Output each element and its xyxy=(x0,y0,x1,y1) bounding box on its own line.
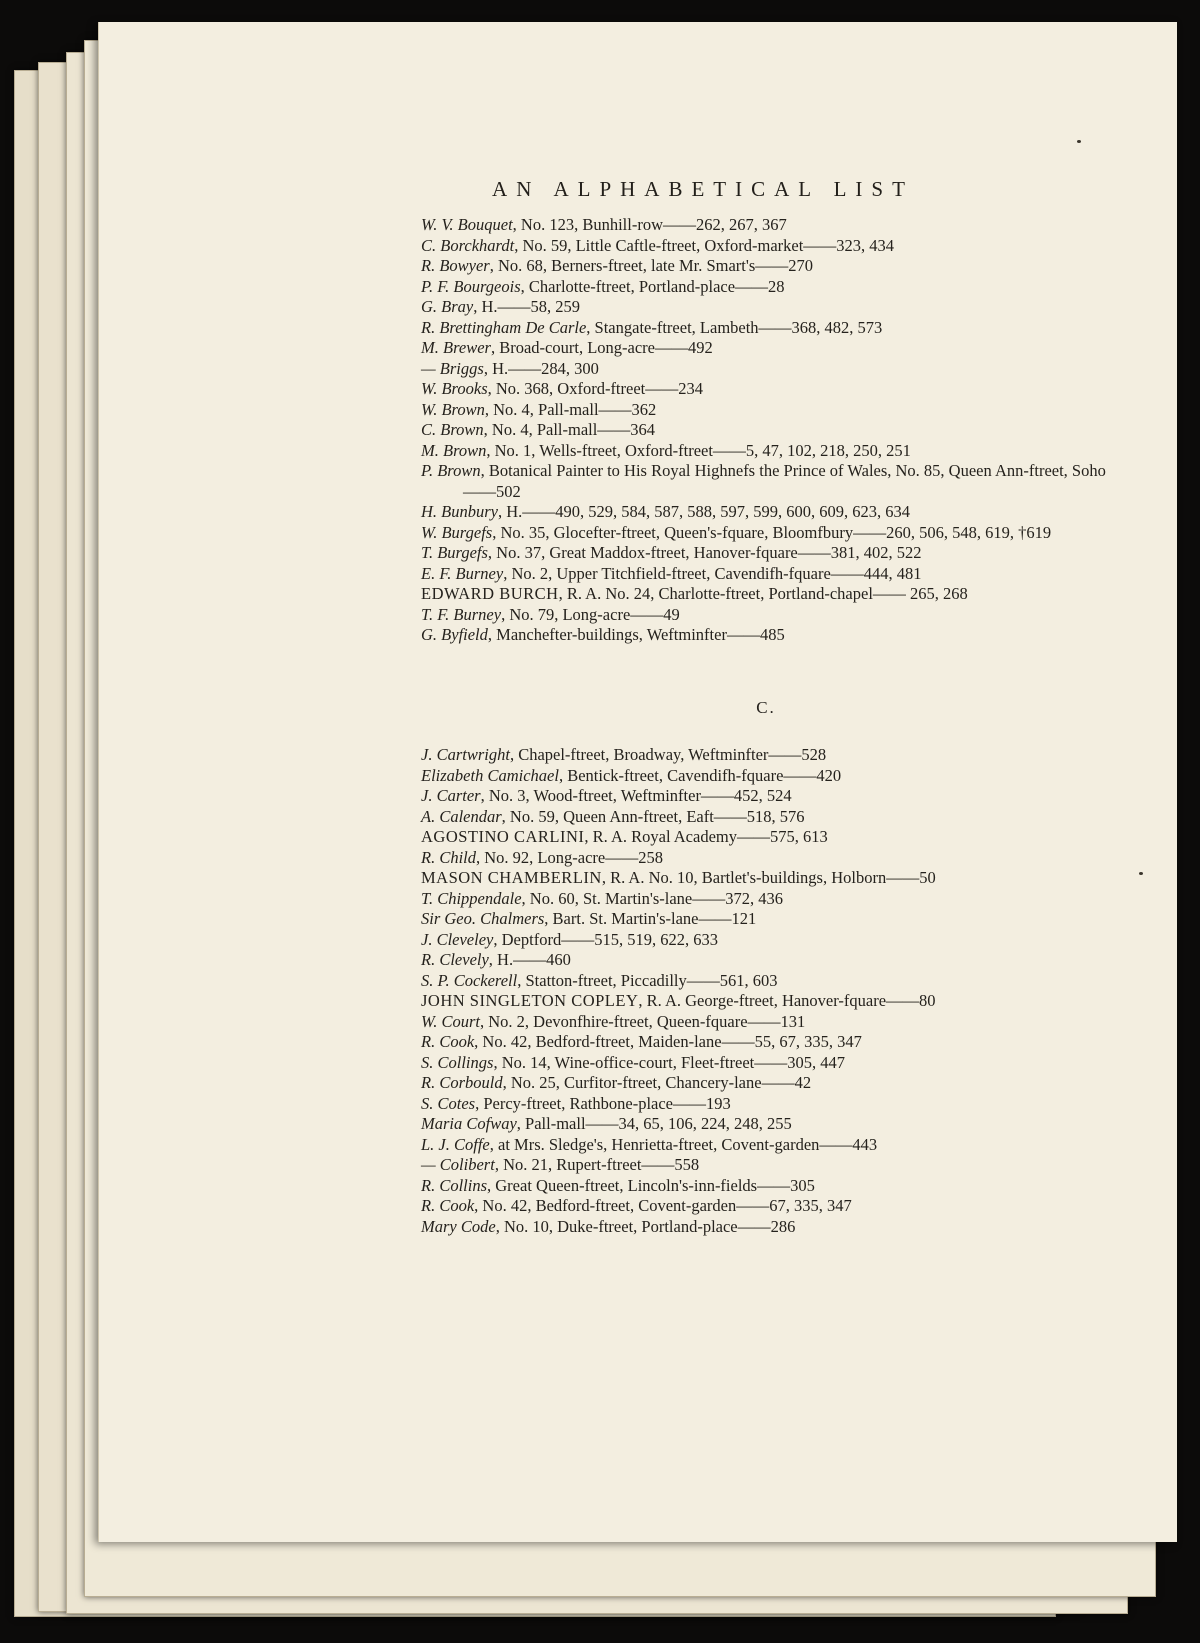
list-entry xyxy=(421,1032,1111,1053)
list-entry xyxy=(421,1094,1111,1115)
entry-details: , Statton-ftreet, Piccadilly——561, 603 xyxy=(517,970,778,990)
entry-name: R. Cook xyxy=(421,1032,475,1051)
list-entry xyxy=(421,256,1111,277)
list-entry xyxy=(421,1053,1111,1074)
list-entry xyxy=(421,745,1111,766)
entry-details: , at Mrs. Sledge's, Henrietta-ftreet, Covent-garden——443 xyxy=(489,1134,878,1154)
entry-details: , No. 3, Wood-ftreet, Weftminfter——452, 524 xyxy=(480,786,792,805)
entry-details: , No. 59, Queen Ann-ftreet, Eaft——518, 576 xyxy=(501,806,805,826)
list-entry xyxy=(421,543,1111,564)
page-heading: AN ALPHABETICAL LIST xyxy=(492,177,914,201)
list-entry xyxy=(421,848,1111,869)
entry-details: , No. 42, Bedford-ftreet, Maiden-lane——55, 67, 335, 347 xyxy=(474,1032,862,1051)
entry-name: R. Bowyer xyxy=(421,256,490,275)
list-entry xyxy=(421,1196,1111,1217)
entry-details: , No. 123, Bunhill-row——262, 267, 367 xyxy=(512,215,787,234)
entry-name: MASON CHAMBERLIN xyxy=(421,868,602,887)
entry-details: , No. 14, Wine-office-court, Fleet-ftreet——305, 447 xyxy=(493,1052,845,1072)
entry-details: , No. 1, Wells-ftreet, Oxford-ftreet——5, 47, 102, 218, 250, 251 xyxy=(486,440,911,460)
entry-name: E. F. Burney xyxy=(421,563,504,583)
entry-details: , R. A. No. 24, Charlotte-ftreet, Portland-chapel—— 265, 268 xyxy=(558,584,968,603)
entry-name: W. V. Bouquet xyxy=(421,215,513,234)
entry-name: L. J. Coffe xyxy=(421,1134,490,1154)
ink-speck xyxy=(1139,872,1143,875)
entry-name: W. Brown xyxy=(421,399,485,419)
entry-details: , No. 37, Great Maddox-ftreet, Hanover-fquare——381, 402, 522 xyxy=(487,543,922,562)
entry-name: EDWARD BURCH xyxy=(421,584,559,603)
entry-name: P. F. Bourgeois xyxy=(421,276,521,296)
entry-name: G. Bray xyxy=(421,297,474,316)
entry-name: W. Burgefs xyxy=(421,522,493,542)
entry-name: JOHN SINGLETON COPLEY xyxy=(421,991,639,1010)
entry-details: , Charlotte-ftreet, Portland-place——28 xyxy=(520,276,785,296)
entry-details: , No. 10, Duke-ftreet, Portland-place——286 xyxy=(495,1216,796,1236)
entry-name: AGOSTINO CARLINI xyxy=(421,827,585,846)
entry-name: J. Cleveley xyxy=(421,929,494,949)
entry-details: , R. A. George-ftreet, Hanover-fquare——80 xyxy=(638,991,936,1010)
entry-name: S. Collings xyxy=(421,1052,494,1072)
entry-name: R. Collins xyxy=(421,1175,488,1195)
list-entry xyxy=(421,420,1111,441)
entry-name: R. Cook xyxy=(421,1196,475,1215)
list-entry xyxy=(421,930,1111,951)
list-entry xyxy=(421,827,1111,848)
entry-details: , H.——284, 300 xyxy=(483,358,599,378)
entry-name: P. Brown xyxy=(421,461,481,480)
entry-details: , Stangate-ftreet, Lambeth——368, 482, 573 xyxy=(586,317,883,337)
list-entry xyxy=(421,991,1111,1012)
entry-details: , Percy-ftreet, Rathbone-place——193 xyxy=(475,1093,731,1113)
entry-list-b xyxy=(421,215,1111,646)
list-entry xyxy=(421,786,1111,807)
entry-name: A. Calendar xyxy=(421,806,502,826)
entry-name: R. Brettingham De Carle xyxy=(421,317,587,337)
list-entry xyxy=(421,461,1111,502)
list-entry xyxy=(421,502,1111,523)
entry-name: S. Cotes xyxy=(421,1093,476,1113)
list-entry xyxy=(421,1012,1111,1033)
entry-details: , No. 368, Oxford-ftreet——234 xyxy=(487,379,703,398)
entry-name: M. Brewer xyxy=(421,338,491,357)
entry-name: Elizabeth Camichael xyxy=(421,765,559,785)
entry-name: C. Brown xyxy=(421,420,484,439)
list-entry xyxy=(421,766,1111,787)
entry-details: , No. 68, Berners-ftreet, late Mr. Smart's——270 xyxy=(489,256,814,275)
entry-name: Mary Code xyxy=(421,1216,496,1236)
entry-name: T. Burgefs xyxy=(421,543,488,562)
entry-details: , Manchefter-buildings, Weftminfter——485 xyxy=(487,625,785,644)
list-entry xyxy=(421,1217,1111,1238)
entry-details: , No. 35, Glocefter-ftreet, Queen's-fquare, Bloomfbury——260, 506, 548, 619, †619 xyxy=(492,522,1052,542)
list-entry xyxy=(421,889,1111,910)
list-entry xyxy=(421,400,1111,421)
list-entry xyxy=(421,1114,1111,1135)
entry-details: , No. 21, Rupert-ftreet——558 xyxy=(494,1155,700,1174)
entry-details: , H.——490, 529, 584, 587, 588, 597, 599, 600, 609, 623, 634 xyxy=(498,502,911,521)
entry-details: , Chapel-ftreet, Broadway, Weftminfter——528 xyxy=(509,745,827,764)
entry-details: , Broad-court, Long-acre——492 xyxy=(490,338,713,357)
entry-name: C. Borckhardt xyxy=(421,235,515,255)
entry-name: T. F. Burney xyxy=(421,604,502,624)
entry-name: G. Byfield xyxy=(421,625,488,644)
list-entry xyxy=(421,379,1111,400)
entry-details: , R. A. No. 10, Bartlet's-buildings, Holborn——50 xyxy=(601,868,936,887)
entry-name: H. Bunbury xyxy=(421,502,498,521)
list-entry xyxy=(421,1155,1111,1176)
entry-details: , No. 42, Bedford-ftreet, Covent-garden——67, 335, 347 xyxy=(474,1196,852,1215)
list-entry xyxy=(421,625,1111,646)
book-page xyxy=(98,22,1177,1542)
list-entry xyxy=(421,807,1111,828)
entry-name: R. Child xyxy=(421,847,477,867)
list-entry xyxy=(421,605,1111,626)
list-entry xyxy=(421,215,1111,236)
entry-name: R. Corbould xyxy=(421,1073,503,1092)
entry-details: , R. A. Royal Academy——575, 613 xyxy=(584,827,828,846)
entry-details: , No. 60, St. Martin's-lane——372, 436 xyxy=(521,888,783,908)
list-entry xyxy=(421,584,1111,605)
list-entry xyxy=(421,868,1111,889)
list-entry xyxy=(421,523,1111,544)
list-entry xyxy=(421,277,1111,298)
entry-details: , No. 2, Upper Titchfield-ftreet, Cavendifh-fquare——444, 481 xyxy=(503,563,922,583)
entry-details: , H.——460 xyxy=(488,950,571,969)
entry-name: — Briggs xyxy=(421,358,484,378)
entry-details: , Bart. St. Martin's-lane——121 xyxy=(544,909,757,928)
list-entry xyxy=(421,1073,1111,1094)
entry-name: T. Chippendale xyxy=(421,888,522,908)
entry-details: , No. 4, Pall-mall——364 xyxy=(483,420,656,439)
entry-details: , Great Queen-ftreet, Lincoln's-inn-fields——305 xyxy=(487,1175,815,1195)
entry-name: W. Court xyxy=(421,1011,480,1031)
entry-details: , No. 59, Little Caftle-ftreet, Oxford-market——323, 434 xyxy=(514,235,895,255)
list-entry xyxy=(421,1135,1111,1156)
list-entry xyxy=(421,318,1111,339)
entry-details: , Pall-mall——34, 65, 106, 224, 248, 255 xyxy=(516,1114,792,1133)
entry-details: , Bentick-ftreet, Cavendifh-fquare——420 xyxy=(558,765,842,785)
list-entry xyxy=(421,909,1111,930)
section-letter: C. xyxy=(756,698,776,717)
list-entry xyxy=(421,971,1111,992)
entry-details: , No. 79, Long-acre——49 xyxy=(501,604,680,624)
list-entry xyxy=(421,338,1111,359)
entry-name: S. P. Cockerell xyxy=(421,970,518,990)
entry-details: , No. 92, Long-acre——258 xyxy=(476,847,663,867)
entry-name: M. Brown xyxy=(421,440,487,460)
ink-speck xyxy=(1077,140,1081,143)
entry-details: , No. 4, Pall-mall——362 xyxy=(484,399,657,419)
list-entry xyxy=(421,441,1111,462)
entry-name: J. Carter xyxy=(421,786,481,805)
entry-name: W. Brooks xyxy=(421,379,488,398)
entry-name: J. Cartwright xyxy=(421,745,510,764)
entry-name: Maria Cofway xyxy=(421,1114,517,1133)
entry-details: , No. 25, Curfitor-ftreet, Chancery-lane——42 xyxy=(502,1073,812,1092)
list-entry xyxy=(421,564,1111,585)
entry-list-c xyxy=(421,745,1111,1237)
entry-name: Sir Geo. Chalmers xyxy=(421,909,545,928)
list-entry xyxy=(421,359,1111,380)
list-entry xyxy=(421,297,1111,318)
entry-details: , Botanical Painter to His Royal Highnefs the Prince of Wales, No. 85, Queen Ann-ftreet, Soho——502 xyxy=(463,461,1106,501)
entry-name: — Colibert xyxy=(421,1155,495,1174)
list-entry xyxy=(421,236,1111,257)
entry-details: , No. 2, Devonfhire-ftreet, Queen-fquare——131 xyxy=(480,1011,806,1031)
list-entry xyxy=(421,950,1111,971)
list-entry xyxy=(421,1176,1111,1197)
entry-details: , Deptford——515, 519, 622, 633 xyxy=(493,929,718,949)
entry-details: , H.——58, 259 xyxy=(473,297,581,316)
entry-name: R. Clevely xyxy=(421,950,489,969)
